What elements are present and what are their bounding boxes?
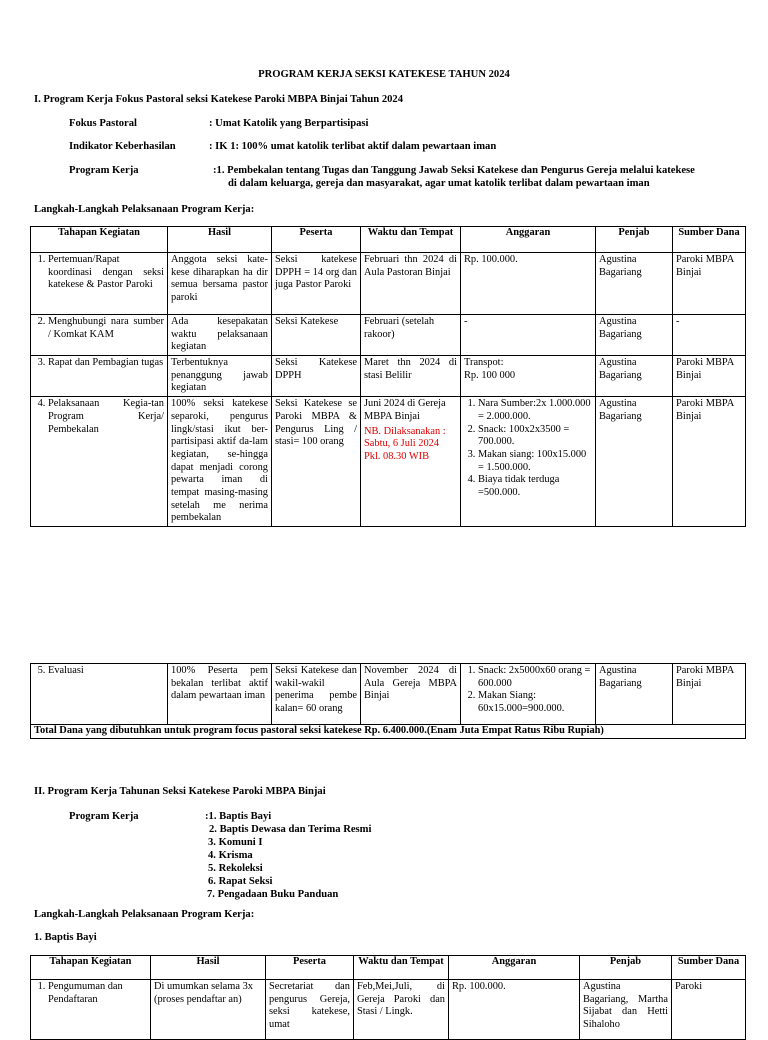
table-row	[31, 253, 746, 315]
cell-tahapan: 1. Pertemuan/Rapat koordinasi dengan seksi katekese & Pastor Paroki	[31, 253, 168, 315]
anggaran-item: 1. Nara Sumber:2x 1.000.000 = 2.000.000.	[478, 398, 592, 423]
cell-anggaran	[461, 356, 596, 397]
header-penjab: Penjab	[580, 956, 672, 980]
cell-peserta: Secretariat dan pengurus Gereja, seksi katekese, umat	[266, 980, 354, 1040]
header-hasil: Hasil	[151, 956, 266, 980]
page-title: PROGRAM KERJA SEKSI KATEKESE TAHUN 2024	[258, 69, 510, 80]
program-value-line2: di dalam keluarga, gereja dan masyarakat, agar umat katolik terlibat dalam pewartaan iman	[228, 178, 650, 189]
program-table-1	[30, 226, 746, 527]
cell-tahapan: 4. Pelaksanaan Kegia-tan Program Kerja/ Pembekalan	[31, 397, 168, 527]
cell-sumber: -	[673, 315, 746, 356]
cell-anggaran: -	[461, 315, 596, 356]
cell-hasil: 100% Peserta pem bekalan terlibat aktif dalam pewartaan iman	[168, 664, 272, 725]
header-anggaran: Anggaran	[461, 227, 596, 253]
fokus-value: : Umat Katolik yang Berpartisipasi	[209, 118, 369, 129]
header-waktu: Waktu dan Tempat	[361, 227, 461, 253]
cell-tahapan: 3. Rapat dan Pembagian tugas	[31, 356, 168, 397]
waktu-text: Juni 2024 di Gereja MBPA Binjai	[364, 398, 446, 422]
header-peserta: Peserta	[266, 956, 354, 980]
cell-penjab: Agustina Bagariang	[596, 253, 673, 315]
program-item: 2. Baptis Dewasa dan Terima Resmi	[209, 823, 372, 835]
header-tahapan: Tahapan Kegiatan	[31, 956, 151, 980]
program-value-line1: :1. Pembekalan tentang Tugas dan Tanggung Jawab Seksi Katekese dan Pengurus Gereja melalui katekese	[213, 165, 695, 176]
cell-anggaran: Rp. 100.000.	[461, 253, 596, 315]
anggaran-line: Transpot:	[464, 357, 504, 369]
table-row-total	[31, 725, 746, 739]
table-row	[31, 664, 746, 725]
cell-sumber: Paroki MBPA Binjai	[673, 253, 746, 315]
header-penjab: Penjab	[596, 227, 673, 253]
cell-hasil: Di umumkan selama 3x (proses pendaftar an)	[151, 980, 266, 1040]
cell-waktu: Maret thn 2024 di stasi Belilir	[361, 356, 461, 397]
section2-langkah: Langkah-Langkah Pelaksanaan Program Kerja:	[34, 909, 255, 920]
langkah-heading: Langkah-Langkah Pelaksanaan Program Kerja:	[34, 204, 255, 215]
cell-sumber: Paroki MBPA Binjai	[673, 356, 746, 397]
program-table-2	[30, 663, 746, 739]
cell-hasil: Ada kesepakatan waktu pelaksanaan kegiatan	[168, 315, 272, 356]
cell-peserta: Seksi Katekese se Paroki MBPA & Pengurus Ling / stasi= 100 orang	[272, 397, 361, 527]
program-item: :1. Baptis Bayi	[205, 811, 272, 822]
cell-penjab: Agustina Bagariang	[596, 664, 673, 725]
anggaran-item: 3. Makan siang: 100x15.000 = 1.500.000.	[478, 449, 592, 474]
section2-program-label: Program Kerja	[69, 811, 139, 822]
cell-hasil: Terbentuknya penanggung jawab kegiatan	[168, 356, 272, 397]
waktu-note: NB. Dilaksanakan : Sabtu, 6 Juli 2024 Pkl. 08.30 WIB	[364, 425, 446, 462]
header-sumber: Sumber Dana	[672, 956, 746, 980]
cell-penjab: Agustina Bagariang	[596, 315, 673, 356]
header-anggaran: Anggaran	[449, 956, 580, 980]
header-waktu: Waktu dan Tempat	[354, 956, 449, 980]
section1-heading: I. Program Kerja Fokus Pastoral seksi Katekese Paroki MBPA Binjai Tahun 2024	[34, 94, 404, 105]
header-hasil: Hasil	[168, 227, 272, 253]
table-row	[31, 356, 746, 397]
program-item: 3. Komuni I	[208, 836, 263, 848]
section2-heading: II. Program Kerja Tahunan Seksi Katekese Paroki MBPA Binjai	[34, 786, 326, 797]
cell-waktu: Feb,Mei,Juli, di Gereja Paroki dan Stasi / Lingk.	[354, 980, 449, 1040]
program-list	[205, 811, 371, 901]
header-sumber: Sumber Dana	[673, 227, 746, 253]
cell-anggaran: Rp. 100.000.	[449, 980, 580, 1040]
indikator-value: : IK 1: 100% umat katolik terlibat aktif dalam pewartaan iman	[209, 141, 497, 152]
fokus-label: Fokus Pastoral	[69, 118, 137, 129]
cell-sumber: Paroki	[672, 980, 746, 1040]
anggaran-item: 2. Snack: 100x2x3500 = 700.000.	[478, 424, 592, 449]
table-row	[31, 397, 746, 527]
cell-tahapan: 2. Menghubungi nara sumber / Komkat KAM	[31, 315, 168, 356]
cell-penjab: Agustina Bagariang	[596, 356, 673, 397]
indikator-label: Indikator Keberhasilan	[69, 141, 176, 152]
program-item: 5. Rekoleksi	[208, 862, 263, 874]
cell-penjab: Agustina Bagariang, Martha Sijabat dan Hetti Sihaloho	[580, 980, 672, 1040]
header-tahapan: Tahapan Kegiatan	[31, 227, 168, 253]
anggaran-item: 2. Makan Siang: 60x15.000=900.000.	[478, 690, 592, 715]
anggaran-line: Rp. 100 000	[464, 369, 516, 381]
cell-hasil: Anggota seksi kate-kese diharapkan ha dir semua bersama pastor paroki	[168, 253, 272, 315]
program-label: Program Kerja	[69, 165, 139, 176]
program-item: 6. Rapat Seksi	[208, 875, 273, 887]
cell-anggaran	[461, 397, 596, 527]
cell-penjab: Agustina Bagariang	[596, 397, 673, 527]
cell-waktu	[361, 397, 461, 527]
cell-peserta: Seksi Katekese	[272, 315, 361, 356]
cell-peserta: Seksi Katekese DPPH	[272, 356, 361, 397]
cell-waktu: Februari (setelah rakoor)	[361, 315, 461, 356]
subheading-baptis-bayi: 1. Baptis Bayi	[34, 932, 97, 943]
program-item: 7. Pengadaan Buku Panduan	[207, 888, 339, 900]
program-table-3	[30, 955, 746, 1040]
cell-anggaran	[461, 664, 596, 725]
anggaran-item: 1. Snack: 2x5000x60 orang = 600.000	[478, 665, 592, 690]
cell-peserta: Seksi katekese DPPH = 14 org dan juga Pastor Paroki	[272, 253, 361, 315]
header-peserta: Peserta	[272, 227, 361, 253]
anggaran-item: 4. Biaya tidak terduga =500.000.	[478, 474, 592, 499]
cell-tahapan: 1. Pengumuman dan Pendaftaran	[31, 980, 151, 1040]
cell-waktu: Februari thn 2024 di Aula Pastoran Binjai	[361, 253, 461, 315]
program-item: 4. Krisma	[208, 849, 253, 861]
cell-sumber: Paroki MBPA Binjai	[673, 664, 746, 725]
cell-waktu: November 2024 di Aula Gereja MBPA Binjai	[361, 664, 461, 725]
table-row	[31, 315, 746, 356]
cell-sumber: Paroki MBPA Binjai	[673, 397, 746, 527]
cell-hasil: 100% seksi katekese separoki, pengurus lingk/stasi ikut ber-partisipasi aktif da-lam kegiatan, se-hingga dapat menjadi corong pewarta iman di tempat masing-masing setelah me nerima pembekalan	[168, 397, 272, 527]
cell-peserta: Seksi Katekese dan wakil-wakil penerima pembe kalan= 60 orang	[272, 664, 361, 725]
cell-tahapan: 5. Evaluasi	[31, 664, 168, 725]
table-row	[31, 980, 746, 1040]
total-dana: Total Dana yang dibutuhkan untuk program focus pastoral seksi katekese Rp. 6.400.000.(Enam Juta Empat Ratus Ribu Rupiah)	[31, 725, 746, 739]
